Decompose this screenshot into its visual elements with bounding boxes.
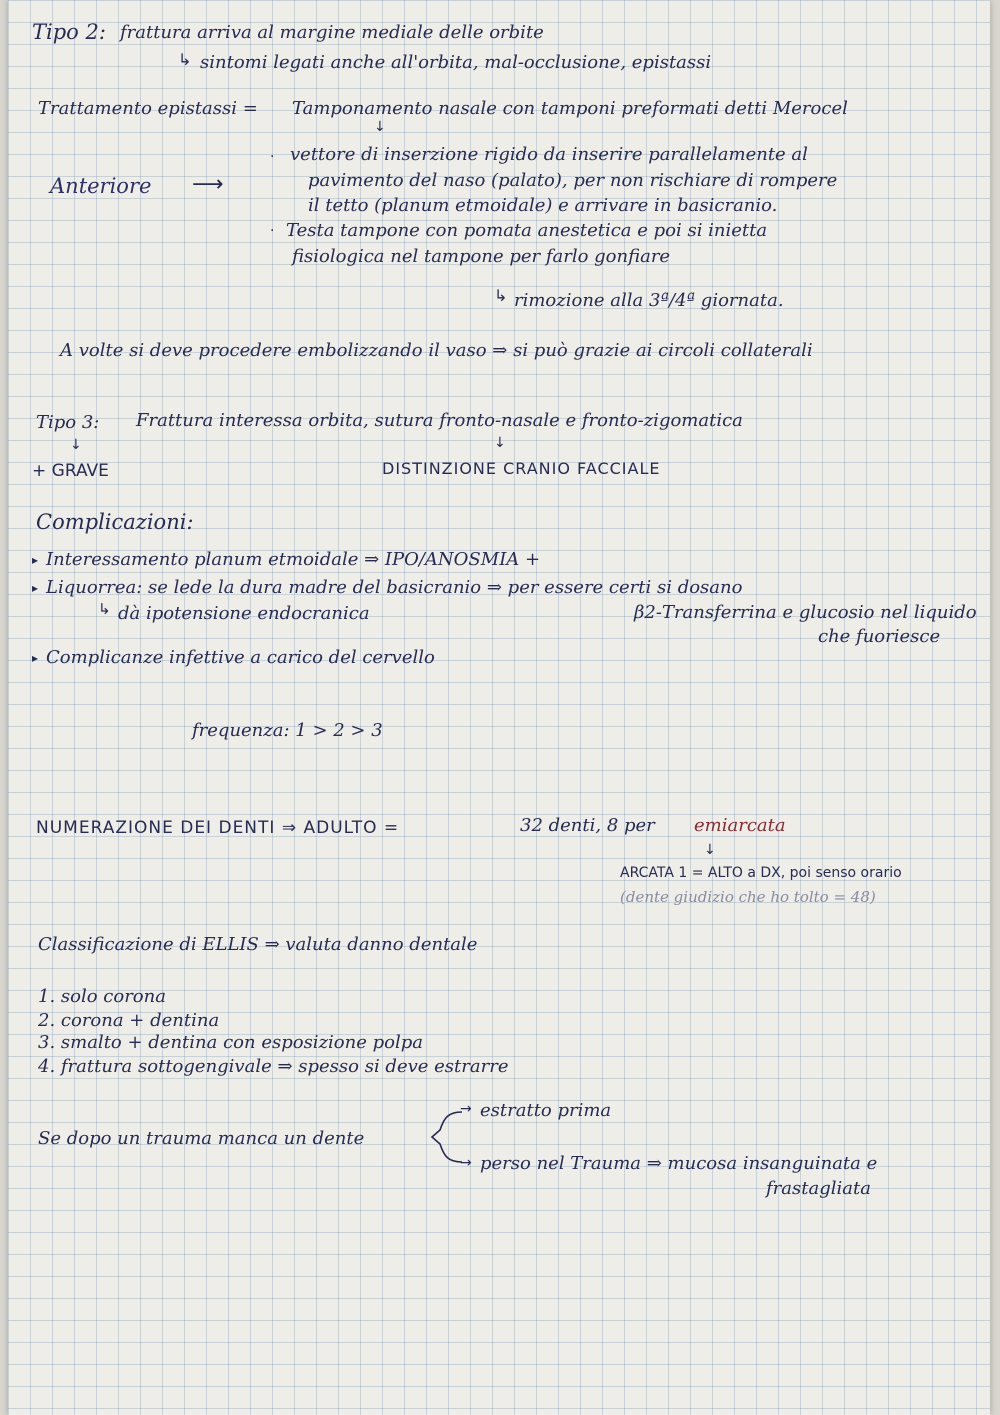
ellis-item-1: 1. solo corona [38,986,166,1007]
tamponamento-text: Tamponamento nasale con tamponi preformati detti Merocel [292,98,848,119]
arrow-down-icon: ↓ [704,842,716,858]
tipo3-desc: Frattura interessa orbita, sutura fronto-nasale e fronto-zigomatica [136,410,743,431]
arrow-right-icon: ⟶ [192,172,224,197]
complicazione-3: Complicanze infettive a carico del cervello [46,647,435,668]
bullet-triangle-icon: ▸ [32,581,39,595]
tipo2-heading: Tipo 2: [32,20,106,44]
emiarcata-text: emiarcata [694,815,786,836]
ellis-item-2: 2. corona + dentina [38,1010,220,1031]
arrow-down-icon: ↓ [70,437,82,453]
arrow-bent-icon: ↳ [494,286,508,305]
dente-giudizio-note: (dente giudizio che ho tolto = 48) [620,888,876,906]
bullet-dot-icon: · [270,149,275,165]
anteriore-b2-l1: Testa tampone con pomata anestetica e poi si inietta [286,220,768,241]
bullet-triangle-icon: ▸ [32,553,39,567]
trauma-branch-2: perso nel Trauma ⇒ mucosa insanguinata e [480,1153,878,1174]
complicazione-2-sub: dà ipotensione endocranica [118,603,370,624]
bullet-dot-icon: · [270,223,275,239]
trauma-lead: Se dopo un trauma manca un dente [38,1128,365,1149]
grave-label: + GRAVE [32,461,109,481]
notebook-page [8,0,990,1415]
anteriore-b1-l1: vettore di inserzione rigido da inserire parallelamente al [290,144,808,165]
numerazione-count: 32 denti, 8 per [520,815,655,836]
numerazione-left: NUMERAZIONE DEI DENTI ⇒ ADULTO = [36,818,400,838]
epistassi-label: Trattamento epistassi = [38,98,258,119]
complicazione-2: Liquorrea: se lede la dura madre del basicranio ⇒ per essere certi si dosano [46,577,743,598]
anteriore-b2-l2: fisiologica nel tampone per farlo gonfiare [292,246,671,267]
anteriore-b1-l2: pavimento del naso (palato), per non rischiare di rompere [308,170,838,191]
tipo2-line1: frattura arriva al margine mediale delle orbite [120,22,544,43]
tipo2-line2: sintomi legati anche all'orbita, mal-occlusione, epistassi [200,52,712,73]
arrow-bent-icon: ↳ [178,50,192,69]
arrow-down-icon: ↓ [494,435,506,451]
distinzione-text: DISTINZIONE CRANIO FACCIALE [382,459,661,478]
arcata-text: ARCATA 1 = ALTO a DX, poi senso orario [620,865,902,881]
trauma-branch-1: estratto prima [480,1100,612,1121]
complicazione-2-right-l2: che fuoriesce [818,626,941,647]
complicazione-1: Interessamento planum etmoidale ⇒ IPO/ANOSMIA + [46,549,541,570]
anteriore-b1-l3: il tetto (planum etmoidale) e arrivare in basicranio. [308,195,778,216]
complicazione-2-right-l1: β2-Transferrina e glucosio nel liquido [634,602,977,623]
frequenza-text: frequenza: 1 > 2 > 3 [192,720,383,741]
ellis-item-4: 4. frattura sottogengivale ⇒ spesso si deve estrarre [38,1056,509,1077]
ellis-title: Classificazione di ELLIS ⇒ valuta danno dentale [38,934,478,955]
ellis-item-3: 3. smalto + dentina con esposizione polpa [38,1032,423,1053]
arrow-down-icon: ↓ [374,119,386,135]
arrow-right-icon: → [460,1101,472,1117]
tipo3-heading: Tipo 3: [36,412,100,433]
anteriore-label: Anteriore [50,174,152,198]
rimozione-text: rimozione alla 3ª/4ª giornata. [514,290,784,311]
arrow-bent-icon: ↳ [98,600,111,618]
complicazioni-title: Complicazioni: [36,510,194,534]
bullet-triangle-icon: ▸ [32,651,39,665]
trauma-branch-2-cont: frastagliata [766,1178,871,1199]
embolizzazione-text: A volte si deve procedere embolizzando il vaso ⇒ si può grazie ai circoli collaterali [60,340,813,361]
arrow-right-icon: → [460,1155,472,1171]
